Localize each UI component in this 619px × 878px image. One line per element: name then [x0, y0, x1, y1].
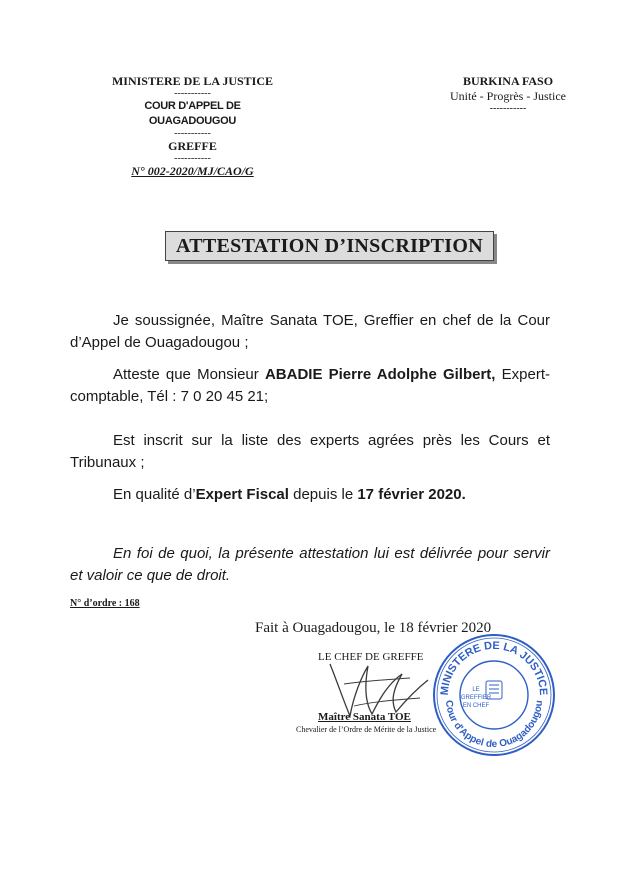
- paragraph-closing: En foi de quoi, la présente attestation lui est délivrée pour servir et valoir ce que de droit.: [70, 545, 550, 584]
- place-and-date: Fait à Ouagadougou, le 18 février 2020: [255, 620, 492, 636]
- signatory-rank: Chevalier de l’Ordre de Mérite de la Justice: [296, 725, 437, 734]
- text: depuis le: [288, 486, 358, 503]
- separator: -----------: [489, 103, 527, 114]
- stamp-inner-line1: LE: [472, 687, 480, 693]
- official-stamp: [432, 633, 556, 757]
- separator: -----------: [174, 88, 211, 99]
- court-name: COUR D'APPEL DE OUAGADOUGOU: [144, 100, 241, 127]
- expert-role: Expert Fiscal: [195, 486, 289, 503]
- reference-number: N° 002-2020/MJ/CAO/G: [131, 164, 254, 178]
- paragraph-attests: [70, 364, 550, 408]
- ministry-name: MINISTERE DE LA JUSTICE: [111, 74, 274, 88]
- order-number: N° d’ordre : 168: [70, 598, 140, 609]
- text: En qualité d’: [113, 486, 196, 503]
- stamp-inner-line2: GREFFIER: [460, 695, 492, 701]
- text: Expert-comptable, Tél : 7 0 20 45 21;: [70, 366, 550, 405]
- separator: -----------: [174, 128, 211, 139]
- paragraph-registered: Est inscrit sur la liste des experts agrées près les Cours et Tribunaux ;: [70, 432, 550, 471]
- text: Atteste que Monsieur: [113, 366, 265, 383]
- signatory-title: LE CHEF DE GREFFE: [318, 651, 424, 663]
- title-box: [165, 231, 494, 261]
- separator: -----------: [174, 153, 211, 164]
- header-right-block: [428, 74, 588, 114]
- stamp-text-bottom: Cour d'Appel de Ouagadougou: [442, 699, 546, 751]
- signatory-name: Maître Sanata TOE: [318, 711, 411, 723]
- registration-date: 17 février 2020.: [357, 486, 466, 503]
- document-title: ATTESTATION D’INSCRIPTION: [175, 234, 483, 257]
- paragraph-quality: [70, 484, 550, 506]
- expert-name: ABADIE Pierre Adolphe Gilbert,: [264, 366, 496, 383]
- country-motto: Unité - Progrès - Justice: [450, 89, 566, 103]
- country-name: BURKINA FASO: [462, 74, 554, 88]
- office-name: GREFFE: [168, 139, 217, 153]
- stamp-inner-line3: EN CHEF: [462, 703, 490, 709]
- header-left-block: [100, 74, 285, 179]
- stamp-text-top: MINISTERE DE LA JUSTICE: [438, 639, 550, 696]
- paragraph-undersigned: Je soussignée, Maître Sanata TOE, Greffier en chef de la Cour d’Appel de Ouagadougou ;: [70, 312, 550, 351]
